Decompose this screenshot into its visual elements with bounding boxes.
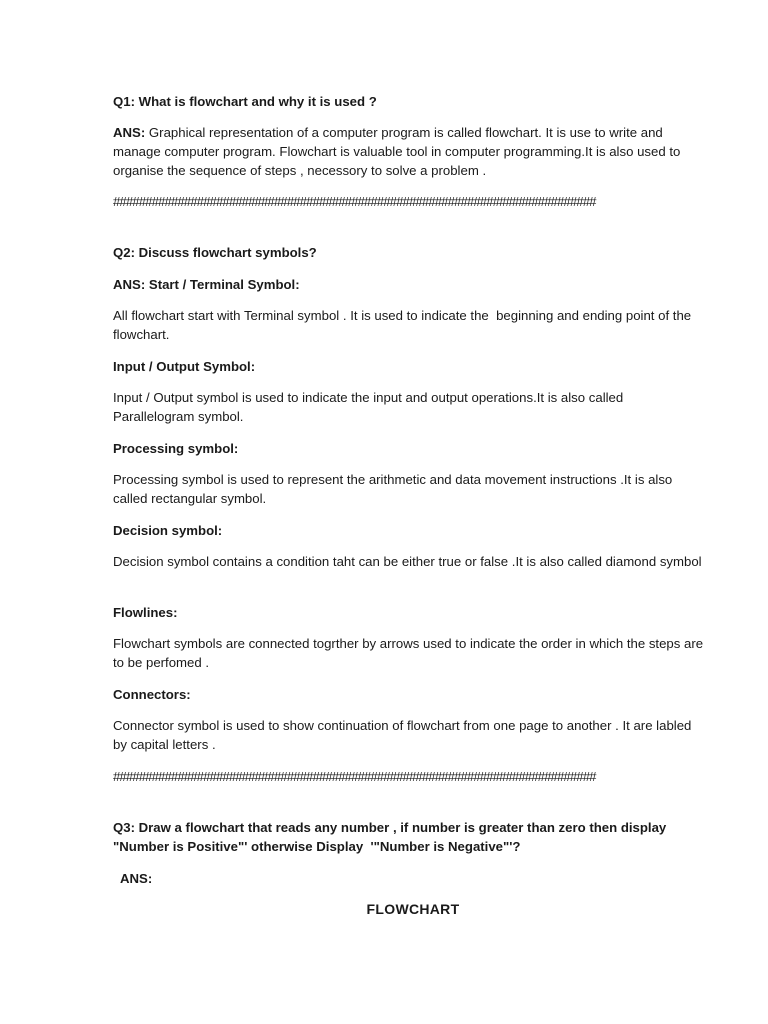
- q2-connectors-text: Connector symbol is used to show continuation of flowchart from one page to another . It are labled by capital letters .: [113, 718, 696, 752]
- q1-question: Q1: What is flowchart and why it is used ?: [113, 94, 377, 109]
- q2-processing-text: Processing symbol is used to represent the arithmetic and data movement instructions .It is also called rectangular symbol.: [113, 472, 676, 506]
- q2-decision-heading: Decision symbol:: [113, 523, 223, 538]
- q2-flowlines-heading: Flowlines:: [113, 605, 178, 620]
- q3-ans-label: ANS:: [120, 871, 153, 886]
- q2-decision-text: Decision symbol contains a condition taht can be either true or false .It is also called diamond symbol: [113, 554, 702, 569]
- q3-question: Q3: Draw a flowchart that reads any number , if number is greater than zero then display "Number is Positive"' otherwise Display '"Number is Negative"'?: [113, 820, 670, 854]
- q1-answer: [113, 123, 708, 180]
- flowchart-title: FLOWCHART: [366, 901, 460, 917]
- q2-io-text: Input / Output symbol is used to indicate the input and output operations.It is also called Parallelogram symbol.: [113, 390, 627, 424]
- separator-1: ###########################################################################: [113, 194, 596, 209]
- q2-connectors-heading: Connectors:: [113, 687, 191, 702]
- q2-terminal-text: All flowchart start with Terminal symbol . It is used to indicate the beginning and ending point of the flowchart.: [113, 308, 695, 342]
- q2-terminal-heading: ANS: Start / Terminal Symbol:: [113, 277, 300, 292]
- q1-answer-text: Graphical representation of a computer program is called flowchart. It is use to write and manage computer program. Flowchart is valuable tool in computer programming.It is also used to organise the sequence of steps , necessory to solve a problem .: [113, 125, 684, 178]
- separator-2: ###########################################################################: [113, 769, 596, 784]
- q2-flowlines-text: Flowchart symbols are connected togrther by arrows used to indicate the order in which the steps are to be perfomed .: [113, 636, 707, 670]
- q1-ans-label: ANS:: [113, 125, 146, 140]
- q2-question: Q2: Discuss flowchart symbols?: [113, 245, 317, 260]
- q2-processing-heading: Processing symbol:: [113, 441, 239, 456]
- q2-io-heading: Input / Output Symbol:: [113, 359, 256, 374]
